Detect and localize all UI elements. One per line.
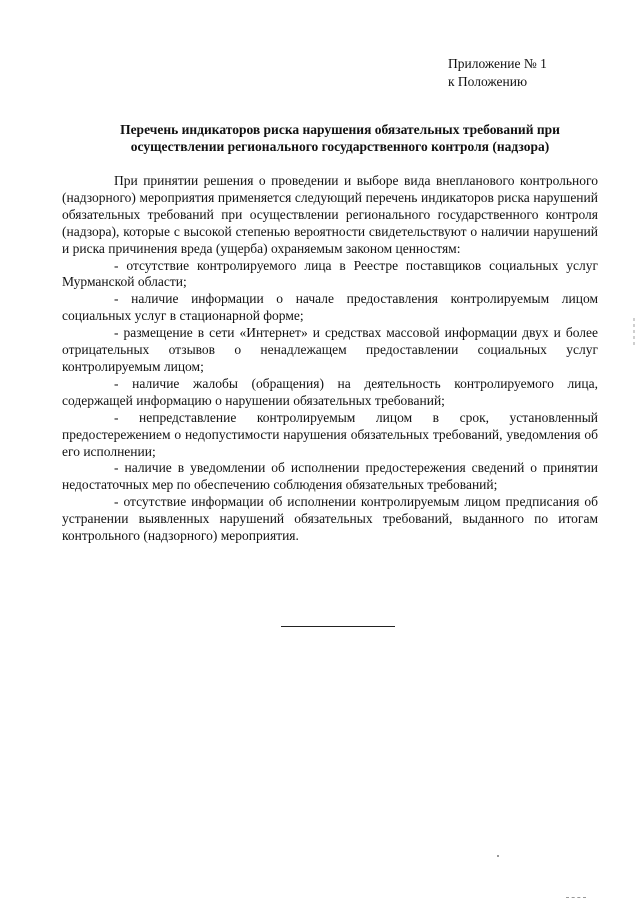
list-item: - наличие в уведомлении об исполнении предостережения сведений о принятии недостаточных мер по обеспечению соблюдения обязательных требований;: [62, 460, 598, 493]
list-item: - наличие информации о начале предоставления контролируемым лицом социальных услуг в стационарной форме;: [62, 291, 598, 324]
list-item: - наличие жалобы (обращения) на деятельность контролируемого лица, содержащей информацию о нарушении обязательных требований;: [62, 375, 598, 408]
scan-margin-mark: [633, 318, 635, 348]
appendix-regulation: к Положению: [448, 74, 528, 89]
title-line-1: Перечень индикаторов риска нарушения обязательных требований при: [120, 122, 560, 137]
list-item: - отсутствие информации об исполнении контролируемым лицом предписания об устранении выявленных нарушений обязательных требований, выданного по итогам контрольного (надзорного) мероприятия.: [62, 494, 598, 544]
document-title: [60, 121, 620, 155]
title-line-2: осуществлении регионального государственного контроля (надзора): [130, 139, 550, 154]
scan-footer-mark: [566, 897, 586, 898]
document-body: [62, 173, 598, 545]
end-divider: [281, 626, 395, 627]
intro-paragraph: При принятии решения о проведении и выборе вида внепланового контрольного (надзорного) мероприятия применяется следующий перечень индикаторов риска нарушений обязательных требований при осуществлении регионального государственного контроля (надзора), которые с высокой степенью вероятности свидетельствуют о наличии нарушений и риска причинения вреда (ущерба) охраняемым законом ценностям:: [62, 173, 598, 256]
list-item: - размещение в сети «Интернет» и средствах массовой информации двух и более отрицательных отзывов о ненадлежащем предоставлении социальных услуг контролируемым лицом;: [62, 325, 598, 374]
appendix-reference: [448, 55, 547, 91]
list-item: - непредставление контролируемым лицом в срок, установленный предостережением о недопустимости нарушения обязательных требований, уведомления об его исполнении;: [62, 409, 598, 459]
appendix-number: Приложение № 1: [448, 56, 547, 71]
scan-speck: [497, 855, 499, 857]
list-item: - отсутствие контролируемого лица в Реестре поставщиков социальных услуг Мурманской области;: [62, 257, 598, 290]
